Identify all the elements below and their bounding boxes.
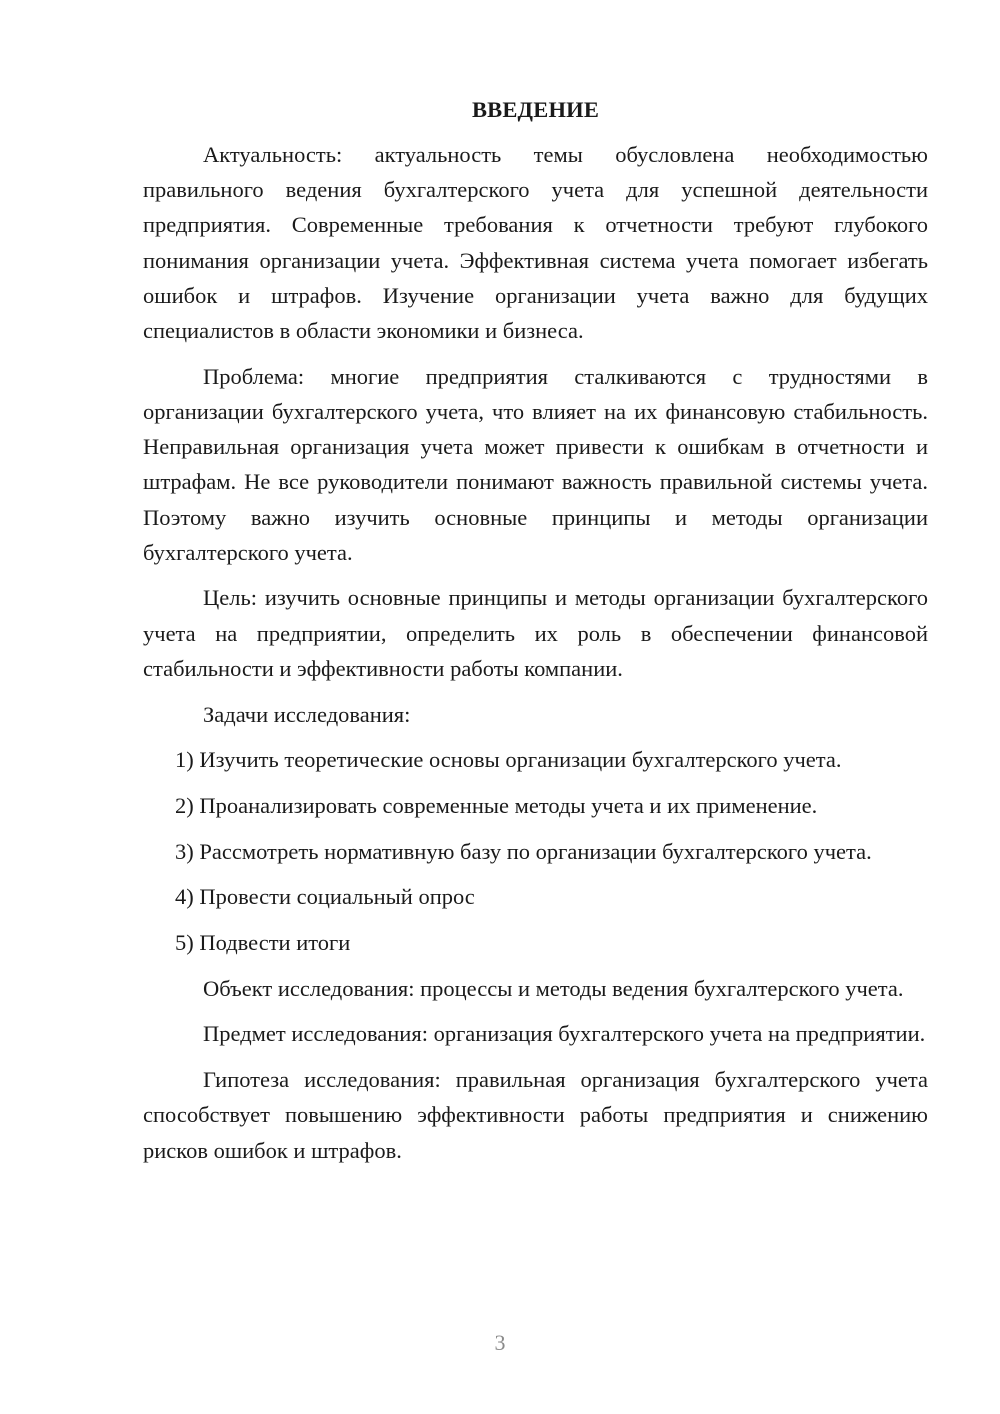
- tasks-heading: Задачи исследования:: [203, 701, 411, 727]
- object-paragraph: Объект исследования: процессы и методы ведения бухгалтерского учета.: [203, 975, 904, 1001]
- task-item-3: 3) Рассмотреть нормативную базу по организации бухгалтерского учета.: [175, 838, 872, 864]
- page-content: [143, 92, 928, 1178]
- task-item-4: 4) Провести социальный опрос: [175, 884, 475, 910]
- problem-paragraph: Проблема: многие предприятия сталкиваются с трудностями в организации бухгалтерского учета, что влияет на их финансовую стабильность. Неправильная организация учета может привести к ошибкам в отчетности и штрафам. Не все руководители понимают важность правильной системы учета. Поэтому важно изучить основные принципы и методы организации бухгалтерского учета.: [143, 363, 928, 565]
- section-title: ВВЕДЕНИЕ: [471, 97, 600, 122]
- task-item-1: 1) Изучить теоретические основы организации бухгалтерского учета.: [175, 747, 842, 773]
- subject-paragraph: Предмет исследования: организация бухгалтерского учета на предприятии.: [203, 1021, 926, 1047]
- relevance-paragraph: Актуальность: актуальность темы обусловлена необходимостью правильного ведения бухгалтерского учета для успешной деятельности предприятия. Современные требования к отчетности требуют глубокого понимания организации учета. Эффективная система учета помогает избегать ошибок и штрафов. Изучение организации учета важно для будущих специалистов в области экономики и бизнеса.: [143, 142, 928, 344]
- task-item-5: 5) Подвести итоги: [175, 930, 351, 956]
- page-number: 3: [494, 1330, 506, 1355]
- task-item-2: 2) Проанализировать современные методы учета и их применение.: [175, 792, 818, 818]
- hypothesis-paragraph: Гипотеза исследования: правильная организация бухгалтерского учета способствует повышению эффективности работы предприятия и снижению рисков ошибок и штрафов.: [143, 1067, 928, 1163]
- goal-paragraph: Цель: изучить основные принципы и методы организации бухгалтерского учета на предприятии, определить их роль в обеспечении финансовой стабильности и эффективности работы компании.: [143, 585, 928, 681]
